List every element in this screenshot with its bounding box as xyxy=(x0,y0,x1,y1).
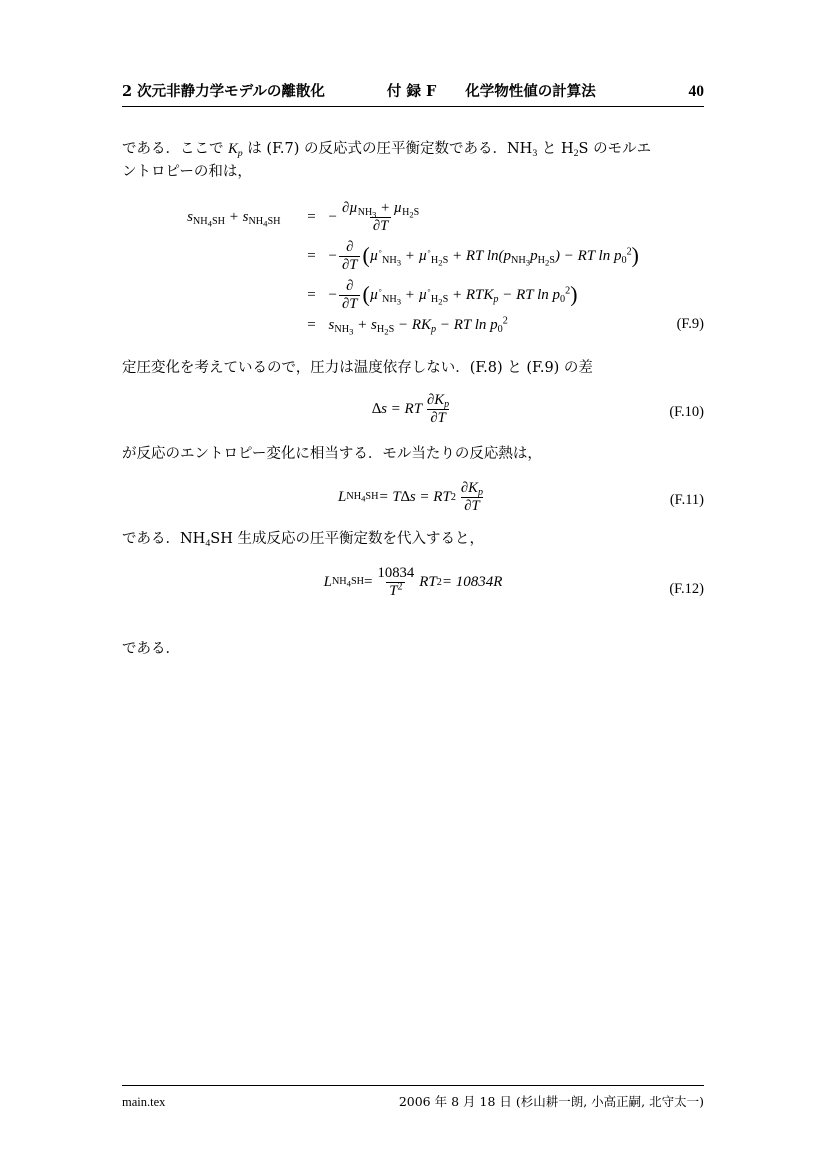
f9-r4-kp-sub: p xyxy=(431,323,437,335)
f9-r2-p1-sub2: 3 xyxy=(525,257,531,268)
f9-mu2-sub3: S xyxy=(413,206,420,218)
f9-r4-s2-sub2: 2 xyxy=(384,326,389,337)
f9-r2-mu1: µ xyxy=(369,247,379,264)
equation-f9 xyxy=(122,198,704,336)
f12-lhs-l: L xyxy=(323,574,332,590)
f9-lhs-3 xyxy=(187,276,294,315)
f9-r4-plus: + s xyxy=(353,317,377,333)
footer-date-authors: 2006 年 8 月 18 日 (杉山耕一朗, 小高正嗣, 北守太一) xyxy=(398,1094,704,1109)
f9-r2-p0-sup: 2 xyxy=(626,246,632,258)
paragraph-1-text-d: S のモルエ xyxy=(578,141,652,157)
f9-fraction-1 xyxy=(339,200,422,235)
symbol-kp: K xyxy=(228,141,238,157)
f9-r2-mu2-sub2: 2 xyxy=(438,257,443,268)
f9-r2-p2-sub: H xyxy=(537,254,545,266)
header-left-title: 2 次元非静力学モデルの離散化 xyxy=(122,83,325,100)
f9-lhs-sub2b: 4 xyxy=(263,218,268,229)
equation-tag-f12: (F.12) xyxy=(669,581,704,597)
f9-minus-3: − xyxy=(328,286,337,303)
f9-r3-plus: + µ xyxy=(401,286,428,303)
f9-lhs-s1: s xyxy=(187,209,193,225)
nh3-subscript: 3 xyxy=(532,147,538,159)
f9-lhs-sub2c: SH xyxy=(267,215,281,227)
f11-lhs-sub2: 4 xyxy=(361,493,366,504)
page-header xyxy=(122,80,704,101)
paragraph-4-text-a: である．NH xyxy=(122,531,206,547)
page-number: 40 xyxy=(688,83,704,100)
f9-fraction-2 xyxy=(339,239,360,274)
f9-r3-mu1-sup: ◦ xyxy=(378,285,382,297)
f9-mu2-sub2: 2 xyxy=(409,209,414,220)
f12-denominator xyxy=(386,582,405,600)
f9-r2-p0-sub: 0 xyxy=(621,254,627,266)
f9-r3-mu1: µ xyxy=(369,286,379,303)
f12-numerator: 10834 xyxy=(377,565,415,581)
f9-lhs-4 xyxy=(187,315,294,336)
paragraph-4 xyxy=(122,528,704,551)
equation-f11 xyxy=(122,480,704,515)
f9-minus-1: − xyxy=(328,208,337,225)
f9-mu2-sub: H xyxy=(402,206,410,218)
f12-equals: = xyxy=(364,574,373,590)
f9-r2-mu2-sup: ◦ xyxy=(427,246,431,258)
h2s-subscript: 2 xyxy=(573,147,579,159)
f12-result: = 10834R xyxy=(441,574,503,590)
f9-paren-close-3: ) xyxy=(570,282,578,307)
f9-r2-plus: + µ xyxy=(401,247,428,264)
f9-rhs-4 xyxy=(329,315,639,336)
f9-r2-p2-sub3: S xyxy=(549,254,555,266)
f9-r2-mu2-sub: H xyxy=(430,254,439,266)
f9-lhs-plus: + s xyxy=(224,209,249,225)
paragraph-1-text-c: と H xyxy=(537,141,574,157)
header-section-title: 付 録 F 化学物性値の計算法 xyxy=(386,83,596,100)
f9-r3-mu2-sup: ◦ xyxy=(427,285,431,297)
f10-lhs: ∆s = RT xyxy=(371,401,423,417)
equation-f12 xyxy=(122,565,704,600)
f9-r3-mu2-sub: H xyxy=(430,293,439,305)
f9-r4-s2-sub3: S xyxy=(388,323,395,335)
header-rule xyxy=(122,106,704,107)
f9-r3-rtkp: + RTK xyxy=(448,286,494,303)
f9-r3-mu2-sub3: S xyxy=(442,293,449,305)
f9-lhs-sub1: NH xyxy=(192,215,208,227)
equation-f12-row: L $NH_4SH$ = $\frac{10834}{T^2}$ RT 2 = 10834R xyxy=(323,565,503,599)
paragraph-4-sub: 4 xyxy=(205,537,211,549)
f9-paren-close-2: ) xyxy=(631,243,639,268)
f9-rhs-2 xyxy=(329,237,639,276)
f9-mu1-sub2: 3 xyxy=(372,209,377,220)
f9-frac2-denominator: ∂T xyxy=(339,256,360,274)
symbol-kp-sub: p xyxy=(237,147,243,159)
footer-filename: main.tex xyxy=(122,1095,166,1109)
paragraph-1-text-a: である．ここで xyxy=(122,141,229,157)
f11-denominator: ∂T xyxy=(461,497,482,515)
f12-lhs-sub2: 4 xyxy=(346,578,351,589)
f9-r3-kp-sub: p xyxy=(493,293,499,305)
footer-rule xyxy=(122,1085,704,1086)
f9-rel-2: = xyxy=(307,248,316,264)
f9-minus-2: − xyxy=(328,247,337,264)
f9-rhs-3 xyxy=(329,276,639,315)
f9-r4-tail2: − RT ln xyxy=(436,317,491,333)
equation-tag-f11: (F.11) xyxy=(669,492,704,508)
f9-r3-tail: − RT ln xyxy=(498,286,553,303)
f9-r2-p0: p xyxy=(613,247,622,264)
f10-num-sub: p xyxy=(444,398,450,410)
paragraph-1 xyxy=(122,138,704,185)
f9-r2-rt: + RT ln( xyxy=(448,247,504,264)
f9-r4-s1-sub2: 3 xyxy=(349,326,354,337)
f12-tail: RT xyxy=(419,574,437,590)
f9-r2-p1-sub: NH xyxy=(511,254,526,266)
f9-r2-mu2-sub3: S xyxy=(442,254,449,266)
f11-fraction xyxy=(458,480,486,515)
f9-frac3-numerator: ∂ xyxy=(346,278,354,294)
f9-r4-tail: − RK xyxy=(394,317,432,333)
f9-r4-p0-sup: 2 xyxy=(502,315,508,327)
f9-r3-p0-sup: 2 xyxy=(565,285,571,297)
paragraph-1-line2: ントロピーの和は， xyxy=(122,164,252,181)
f12-den-sup: 2 xyxy=(397,581,403,593)
f9-paren-open-2: ( xyxy=(362,243,370,268)
f12-lhs-sub3: SH xyxy=(351,575,365,587)
f11-lhs-sub3: SH xyxy=(365,490,379,502)
f12-fraction xyxy=(375,565,418,600)
paragraph-1-text-b: は (F.7) の反応式の圧平衡定数である．NH xyxy=(242,141,533,157)
f9-mu1: ∂µ xyxy=(342,200,358,216)
f9-mu1-sub: NH xyxy=(357,206,373,218)
f11-num-sub: p xyxy=(477,486,483,498)
f9-rel-3: = xyxy=(307,287,316,303)
f12-lhs-sub: NH xyxy=(331,575,347,587)
f9-r3-mu2-sub2: 2 xyxy=(438,296,443,307)
f9-r4-p0-sub: 0 xyxy=(497,323,503,335)
f11-num-dk: ∂K xyxy=(460,480,478,496)
f9-r3-p0: p xyxy=(552,286,561,303)
f9-mu-plus: + µ xyxy=(376,200,403,216)
f9-lhs-2 xyxy=(187,237,294,276)
f9-r4-s1: s xyxy=(328,317,335,333)
f9-lhs-sub2: NH xyxy=(248,215,264,227)
f9-r4-s2-sub: H xyxy=(376,323,385,335)
paragraph-4-text-b: SH 生成反応の圧平衡定数を代入すると， xyxy=(210,531,484,547)
page-footer xyxy=(122,1092,704,1110)
f10-fraction xyxy=(424,392,452,427)
f9-lhs-sub1c: SH xyxy=(211,215,225,227)
f9-r3-mu1-sub2: 3 xyxy=(396,296,402,307)
f11-lhs-sub: NH xyxy=(346,490,362,502)
f9-lhs-sub1b: 4 xyxy=(207,218,212,229)
f9-r4-s1-sub: NH xyxy=(334,323,350,335)
equation-f10-row xyxy=(122,392,704,427)
f9-frac1-denominator: ∂T xyxy=(370,217,391,235)
equation-f11-row: L $NH_4SH$ = T∆s = RT 2 $\frac{\partial K_p}{\partial T}$ xyxy=(122,480,704,515)
f9-r2-p2-sub2: 2 xyxy=(544,257,550,268)
f9-r2-mu1-sub2: 3 xyxy=(396,257,402,268)
f9-fraction-3 xyxy=(339,278,360,313)
equation-f9-lhs xyxy=(187,198,294,237)
equation-tag-f9: (F.9) xyxy=(676,316,704,332)
paragraph-5: である． xyxy=(122,641,180,657)
f11-mid: = T∆s = RT xyxy=(378,489,451,505)
f9-r2-mu1-sup: ◦ xyxy=(378,246,382,258)
equation-f10 xyxy=(122,392,704,427)
f9-r2-close: ) − RT ln xyxy=(554,247,614,264)
f9-frac3-denominator: ∂T xyxy=(339,295,360,313)
f9-r4-p0: p xyxy=(490,317,498,333)
f9-rel-4: = xyxy=(307,317,316,333)
equation-tag-f10: (F.10) xyxy=(669,404,704,420)
f9-frac2-numerator: ∂ xyxy=(346,239,354,255)
f9-r2-p2: p xyxy=(530,247,538,264)
f9-r2-p1: p xyxy=(503,247,512,264)
f9-r2-mu1-sub: NH xyxy=(381,254,397,266)
f9-r3-p0-sub: 0 xyxy=(560,293,566,305)
f9-rhs-1 xyxy=(329,198,639,237)
f9-rel-1: = xyxy=(307,209,316,225)
f10-denominator: ∂T xyxy=(427,409,448,427)
f10-num-dk: ∂K xyxy=(427,392,445,408)
f11-numerator xyxy=(458,480,486,497)
f9-frac1-numerator xyxy=(339,200,422,220)
f9-r3-mu1-sub: NH xyxy=(381,293,397,305)
paragraph-3: が反応のエントロピー変化に相当する．モル当たりの反応熱は， xyxy=(122,446,542,462)
f9-paren-open-3: ( xyxy=(362,282,370,307)
f10-numerator xyxy=(424,392,452,409)
paragraph-2: 定圧変化を考えているので，圧力は温度依存しない．(F.8) と (F.9) の差 xyxy=(122,360,593,376)
f11-lhs-l: L xyxy=(338,489,347,505)
f12-den-t: T xyxy=(389,583,398,599)
